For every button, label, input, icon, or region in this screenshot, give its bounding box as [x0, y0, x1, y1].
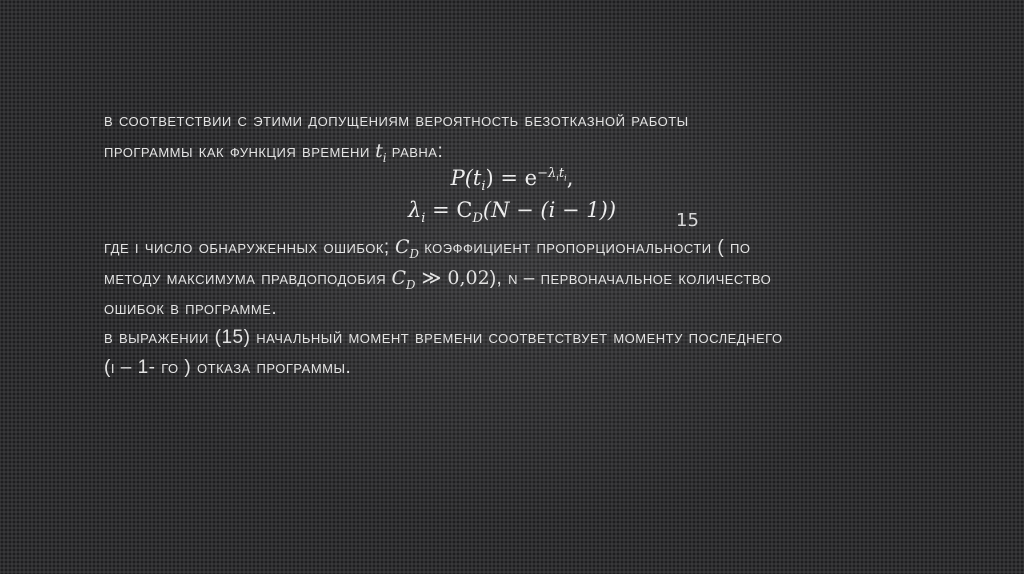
- paragraph-definitions: [104, 232, 924, 324]
- paragraph-intro: [104, 106, 924, 167]
- definitions-line-3: ошибок в программе.: [104, 298, 278, 319]
- intro-line-2-end: равна:: [391, 141, 444, 162]
- intro-line-1: в соответствии с этими допущениям вероятность безотказной работы: [104, 110, 689, 131]
- intro-line-2-text: программы как функция времени: [104, 141, 370, 162]
- variable-t-i: $t_i$: [375, 140, 387, 165]
- paragraph-expression-note: [104, 323, 924, 383]
- note-line-2: (i – 1- го ) отказа программы.: [104, 357, 352, 378]
- definitions-line-1: где i число обнаруженных ошибок; $C_D$ коэффициент пропорциональности ( по: [104, 236, 751, 261]
- definitions-line-2: методу максимума правдоподобия $C_D$ ≫ 0,02), n – первоначальное количество: [104, 267, 772, 292]
- formula-probability: $P(t_i) = e^{-\lambda_it_i}$,: [450, 166, 574, 195]
- equation-number: 15: [676, 210, 699, 231]
- formula-lambda: $\lambda_i = C_D(N - (i - 1))$: [407, 198, 617, 227]
- intro-line-2: [104, 136, 924, 167]
- note-line-1: в выражении (15) начальный момент времени соответствует моменту последнего: [104, 327, 783, 348]
